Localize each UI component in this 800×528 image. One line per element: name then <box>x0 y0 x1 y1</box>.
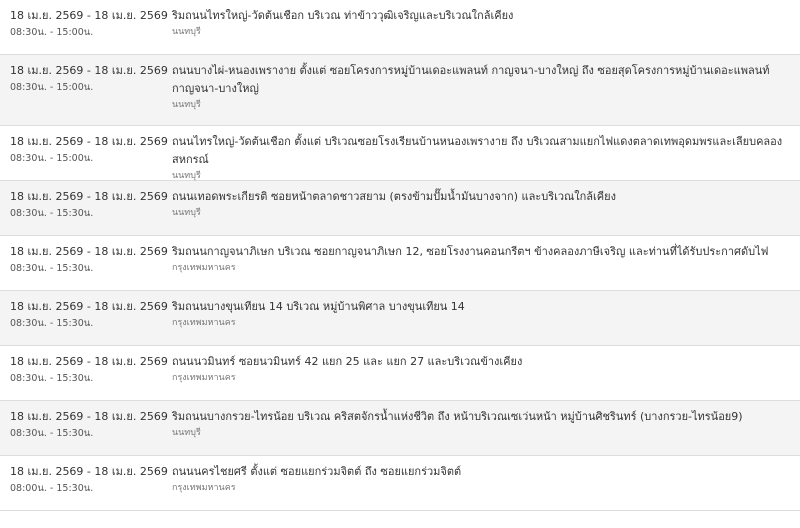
schedule-cell <box>0 188 172 235</box>
location-description: ถนนนครไชยศรี ตั้งแต่ ซอยแยกร่วมจิตต์ ถึง ซอยแยกร่วมจิตต์ <box>172 465 462 478</box>
location-description: ถนนเทอดพระเกียรติ ซอยหน้าตลาดชาวสยาม (ตรงข้ามปั๊มน้ำมันบางจาก) และบริเวณใกล้เคียง <box>172 190 616 203</box>
time-range: 08:30น. - 15:30น. <box>10 208 94 219</box>
schedule-cell <box>0 243 172 290</box>
list-item <box>0 456 800 511</box>
province-label: กรุงเทพมหานคร <box>172 318 236 328</box>
schedule-cell <box>0 298 172 345</box>
time-range: 08:30น. - 15:30น. <box>10 318 94 329</box>
location-description: ริมถนนบางกรวย-ไทรน้อย บริเวณ คริสตจักรน้ำแห่งชีวิต ถึง หน้าบริเวณเซเว่นหน้า หมู่บ้านศิชรินทร์ (บางกรวย-ไทรน้อย9) <box>172 410 743 423</box>
province-label: นนทบุรี <box>172 171 201 181</box>
time-range: 08:30น. - 15:00น. <box>10 82 94 93</box>
date-range: 18 เม.ย. 2569 - 18 เม.ย. 2569 <box>10 64 168 77</box>
province-label: นนทบุรี <box>172 27 201 37</box>
date-range: 18 เม.ย. 2569 - 18 เม.ย. 2569 <box>10 465 168 478</box>
time-range: 08:30น. - 15:00น. <box>10 27 94 38</box>
time-range: 08:00น. - 15:30น. <box>10 483 94 494</box>
list-item <box>0 55 800 126</box>
date-range: 18 เม.ย. 2569 - 18 เม.ย. 2569 <box>10 410 168 423</box>
schedule-cell <box>0 463 172 510</box>
location-description: ถนนบางไผ่-หนองเพรางาย ตั้งแต่ ซอยโครงการหมู่บ้านเดอะแพลนท์ กาญจนา-บางใหญ่ ถึง ซอยสุดโครงการหมู่บ้านเดอะแพลนท์ กาญจนา-บางใหญ่ <box>172 64 770 95</box>
location-cell <box>172 408 800 455</box>
province-label: กรุงเทพมหานคร <box>172 373 236 383</box>
location-cell <box>172 463 800 510</box>
location-description: ริมถนนบางขุนเทียน 14 บริเวณ หมู่บ้านพิศาล บางขุนเทียน 14 <box>172 300 465 313</box>
list-item <box>0 0 800 55</box>
time-range: 08:30น. - 15:30น. <box>10 428 94 439</box>
province-label: กรุงเทพมหานคร <box>172 483 236 493</box>
list-item <box>0 236 800 291</box>
location-cell <box>172 62 800 125</box>
time-range: 08:30น. - 15:30น. <box>10 373 94 384</box>
province-label: นนทบุรี <box>172 100 201 110</box>
list-item <box>0 401 800 456</box>
date-range: 18 เม.ย. 2569 - 18 เม.ย. 2569 <box>10 300 168 313</box>
location-cell <box>172 188 800 235</box>
location-description: ถนนไทรใหญ่-วัดต้นเชือก ตั้งแต่ บริเวณซอยโรงเรียนบ้านหนองเพรางาย ถึง บริเวณสามแยกไฟแดงตลาดเทพอุดมพรและเลียบคลองสหกรณ์ <box>172 135 783 166</box>
date-range: 18 เม.ย. 2569 - 18 เม.ย. 2569 <box>10 245 168 258</box>
time-range: 08:30น. - 15:30น. <box>10 263 94 274</box>
location-cell <box>172 133 800 180</box>
location-cell <box>172 243 800 290</box>
schedule-cell <box>0 353 172 400</box>
location-cell <box>172 353 800 400</box>
province-label: นนทบุรี <box>172 428 201 438</box>
schedule-cell <box>0 7 172 54</box>
list-item <box>0 181 800 236</box>
date-range: 18 เม.ย. 2569 - 18 เม.ย. 2569 <box>10 190 168 203</box>
location-cell <box>172 7 800 54</box>
list-item <box>0 346 800 401</box>
date-range: 18 เม.ย. 2569 - 18 เม.ย. 2569 <box>10 355 168 368</box>
schedule-cell <box>0 62 172 125</box>
location-description: ริมถนนกาญจนาภิเษก บริเวณ ซอยกาญจนาภิเษก 12, ซอยโรงงานคอนกรีตฯ ข้างคลองภาษีเจริญ และท่านที่ได้รับประกาศดับไฟ <box>172 245 769 258</box>
list-item <box>0 291 800 346</box>
list-item <box>0 126 800 181</box>
date-range: 18 เม.ย. 2569 - 18 เม.ย. 2569 <box>10 135 168 148</box>
time-range: 08:30น. - 15:00น. <box>10 153 94 164</box>
date-range: 18 เม.ย. 2569 - 18 เม.ย. 2569 <box>10 9 168 22</box>
schedule-cell <box>0 408 172 455</box>
location-cell <box>172 298 800 345</box>
location-description: ริมถนนไทรใหญ่-วัดต้นเชือก บริเวณ ท่าข้าววุฒิเจริญและบริเวณใกล้เคียง <box>172 9 514 22</box>
province-label: กรุงเทพมหานคร <box>172 263 236 273</box>
schedule-cell <box>0 133 172 180</box>
province-label: นนทบุรี <box>172 208 201 218</box>
location-description: ถนนนวมินทร์ ซอยนวมินทร์ 42 แยก 25 และ แยก 27 และบริเวณข้างเคียง <box>172 355 523 368</box>
